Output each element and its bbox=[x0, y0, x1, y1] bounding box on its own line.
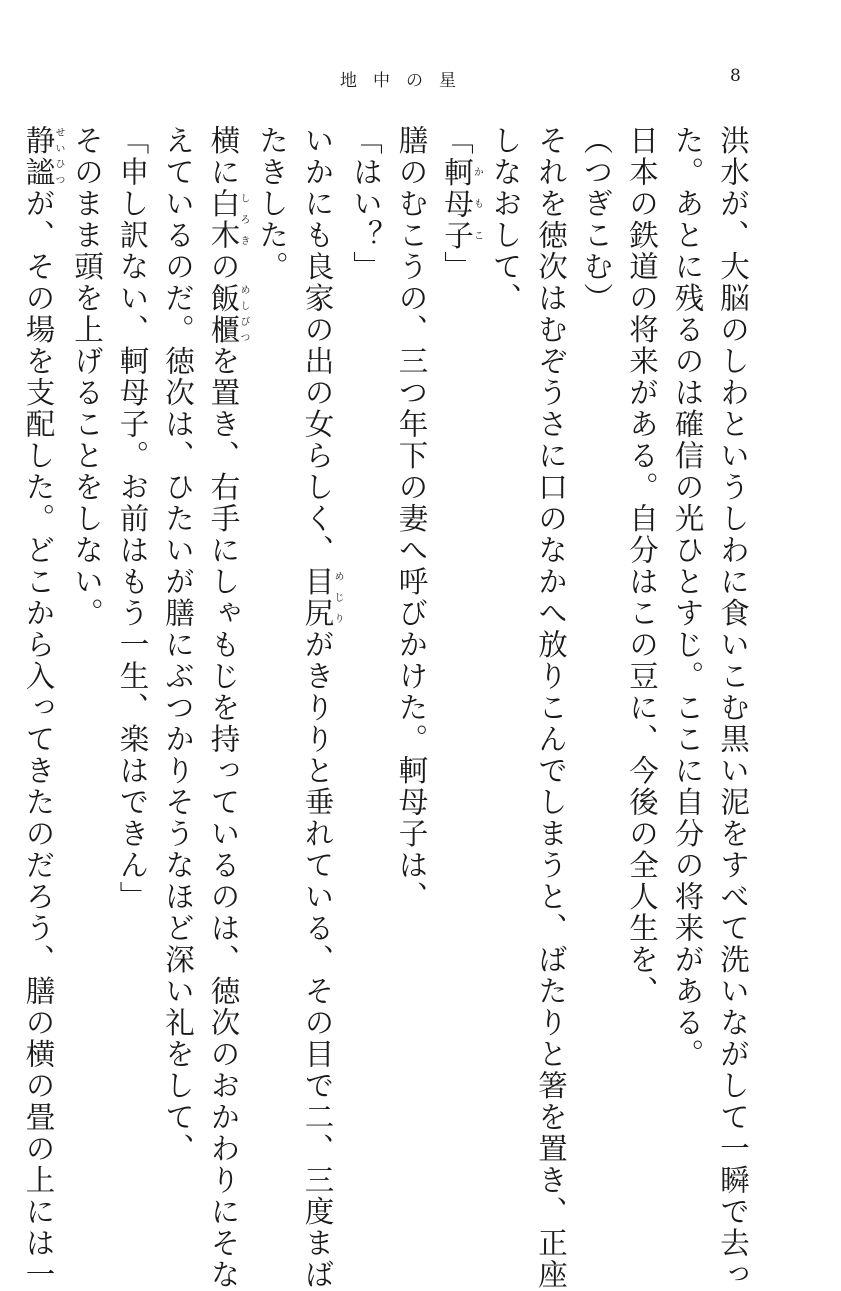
page-number: 8 bbox=[730, 66, 741, 86]
text-fragment: 「 bbox=[440, 125, 474, 157]
text-fragment: がきりりと垂れている、その目で二、三度まば bbox=[300, 629, 335, 1291]
body-text bbox=[21, 125, 755, 1291]
text-line: 「申し訳ない、軻母子。お前はもう一生、楽はできん」 bbox=[115, 125, 150, 913]
text-line: そのまま頭を上げることをしない。 bbox=[70, 125, 104, 629]
ruby-base: 静謐 bbox=[21, 125, 56, 188]
ruby-reading: しろき bbox=[238, 188, 249, 251]
ruby-base: 軻母子 bbox=[440, 156, 474, 251]
ruby-base: 目尻 bbox=[300, 566, 335, 629]
ruby-base: 白木 bbox=[206, 188, 241, 251]
ruby-meshibitsu bbox=[206, 282, 249, 346]
text-fragment: の bbox=[206, 251, 241, 283]
ruby-reading: めじり bbox=[332, 566, 343, 629]
running-head bbox=[0, 66, 841, 96]
ruby-mejiri bbox=[300, 566, 343, 629]
text-line: えているのだ。徳次は、ひたいが膳にぶつかりそうなほど深い礼をして、 bbox=[161, 125, 195, 1165]
ruby-shiroki bbox=[206, 188, 249, 251]
text-line: た。あとに残るのは確信の光ひとすじ。ここに自分の将来がある。 bbox=[670, 125, 705, 1070]
ruby-seihitsu bbox=[21, 125, 64, 188]
text-line: 日本の鉄道の将来がある。自分はこの豆に、今後の全人生を、 bbox=[625, 125, 659, 1007]
text-line-with-ruby bbox=[15, 125, 64, 1291]
text-line: たきした。 bbox=[255, 125, 289, 283]
text-fragment: 横に bbox=[206, 125, 241, 188]
text-line-with-ruby bbox=[294, 125, 343, 1291]
text-line: 膳のむこうの、三つ年下の妻へ呼びかけた。軻母子は、 bbox=[394, 125, 429, 913]
ruby-reading: せいひつ bbox=[53, 125, 64, 188]
text-line-with-ruby bbox=[434, 125, 483, 1135]
text-line: 洪水が、大脳のしわというしわに食いこむ黒い泥をすべて洗いながして一瞬で去っ bbox=[716, 125, 750, 1291]
ruby-kamoko bbox=[440, 156, 483, 252]
ruby-base: 飯櫃 bbox=[206, 282, 241, 346]
text-fragment: 」 bbox=[440, 251, 474, 283]
text-line-with-ruby bbox=[200, 125, 249, 1291]
text-fragment: を置き、右手にしゃもじを持っているのは、徳次のおかわりにそな bbox=[206, 345, 241, 1291]
book-title: 地中の星 bbox=[340, 71, 472, 91]
ruby-reading: めしびつ bbox=[238, 282, 249, 346]
text-line: それを徳次はむぞうさに口のなかへ放りこんでしまうと、ばたりと箸を置き、正座 bbox=[534, 125, 568, 1291]
text-line: 「はい？」 bbox=[349, 125, 383, 283]
text-fragment: が、その場を支配した。どこから入ってきたのだろう、膳の横の畳の上には一 bbox=[21, 188, 56, 1291]
ruby-reading: かもこ bbox=[471, 156, 483, 251]
text-line: しなおして、 bbox=[488, 125, 523, 314]
text-line: （つぎこむ） bbox=[579, 125, 614, 314]
text-fragment: いかにも良家の出の女らしく、 bbox=[300, 125, 335, 566]
